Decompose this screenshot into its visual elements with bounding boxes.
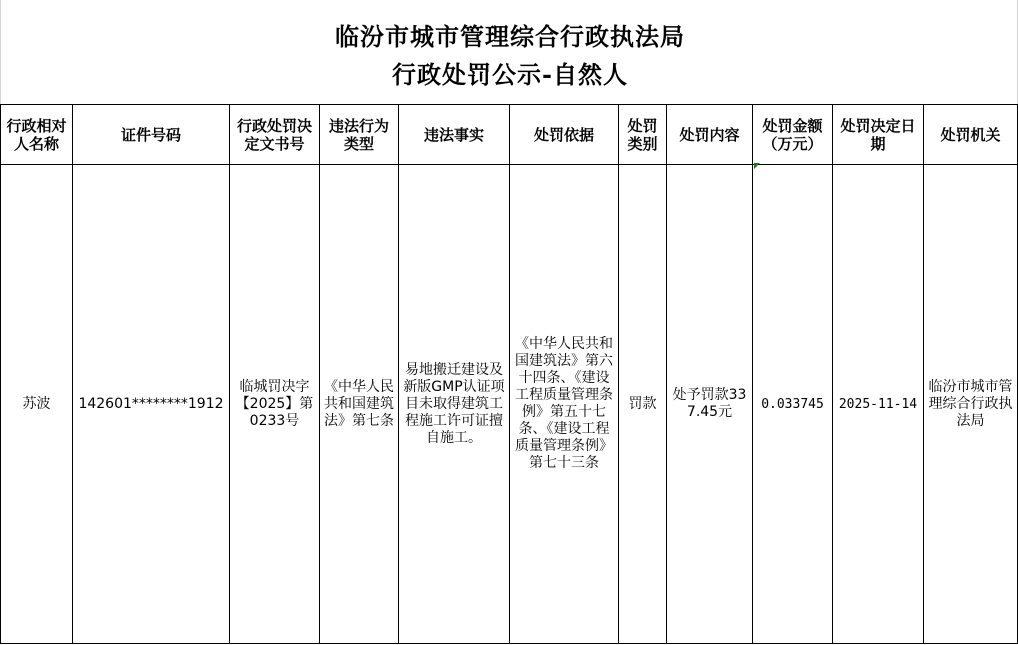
- header-penalty-category: 处罚类别: [619, 105, 667, 165]
- cell-penalty-category: 罚款: [619, 165, 667, 644]
- header-row: [1, 105, 1018, 165]
- header-id-number: 证件号码: [73, 105, 230, 165]
- header-facts: 违法事实: [399, 105, 510, 165]
- header-decision-no: 行政处罚决定文书号: [230, 105, 320, 165]
- header-penalty-content: 处罚内容: [667, 105, 753, 165]
- cell-penalty-content: 处予罚款337.45元: [667, 165, 753, 644]
- header-name: 行政相对人名称: [1, 105, 73, 165]
- cell-basis: 《中华人民共和国建筑法》第六十四条、《建设工程质量管理条例》第五十七条、《建设工程质量管理条例》第七十三条: [510, 165, 619, 644]
- cell-facts: 易地搬迁建设及新版GMP认证项目未取得建筑工程施工许可证擅自施工。: [399, 165, 510, 644]
- header-violation-type: 违法行为类型: [320, 105, 399, 165]
- page-subtitle: 行政处罚公示-自然人: [392, 60, 628, 89]
- cell-comment-marker: [754, 163, 760, 169]
- header-decision-date: 处罚决定日期: [833, 105, 924, 165]
- header-authority: 处罚机关: [924, 105, 1018, 165]
- cell-name: 苏波: [1, 165, 73, 644]
- cell-decision-no: 临城罚决字【2025】第0233号: [230, 165, 320, 644]
- cell-decision-date: 2025-11-14: [833, 165, 924, 644]
- cell-authority: 临汾市城市管理综合行政执法局: [924, 165, 1018, 644]
- penalty-table: [0, 104, 1018, 644]
- header-amount: 处罚金额（万元）: [753, 105, 833, 165]
- title-area: [0, 0, 1018, 104]
- header-basis: 处罚依据: [510, 105, 619, 165]
- page-title: 临汾市城市管理综合行政执法局: [335, 22, 685, 51]
- table-row: [1, 165, 1018, 644]
- cell-violation-type: 《中华人民共和国建筑法》第七条: [320, 165, 399, 644]
- cell-amount: 0.033745: [753, 165, 833, 644]
- cell-id-number: 142601********1912: [73, 165, 230, 644]
